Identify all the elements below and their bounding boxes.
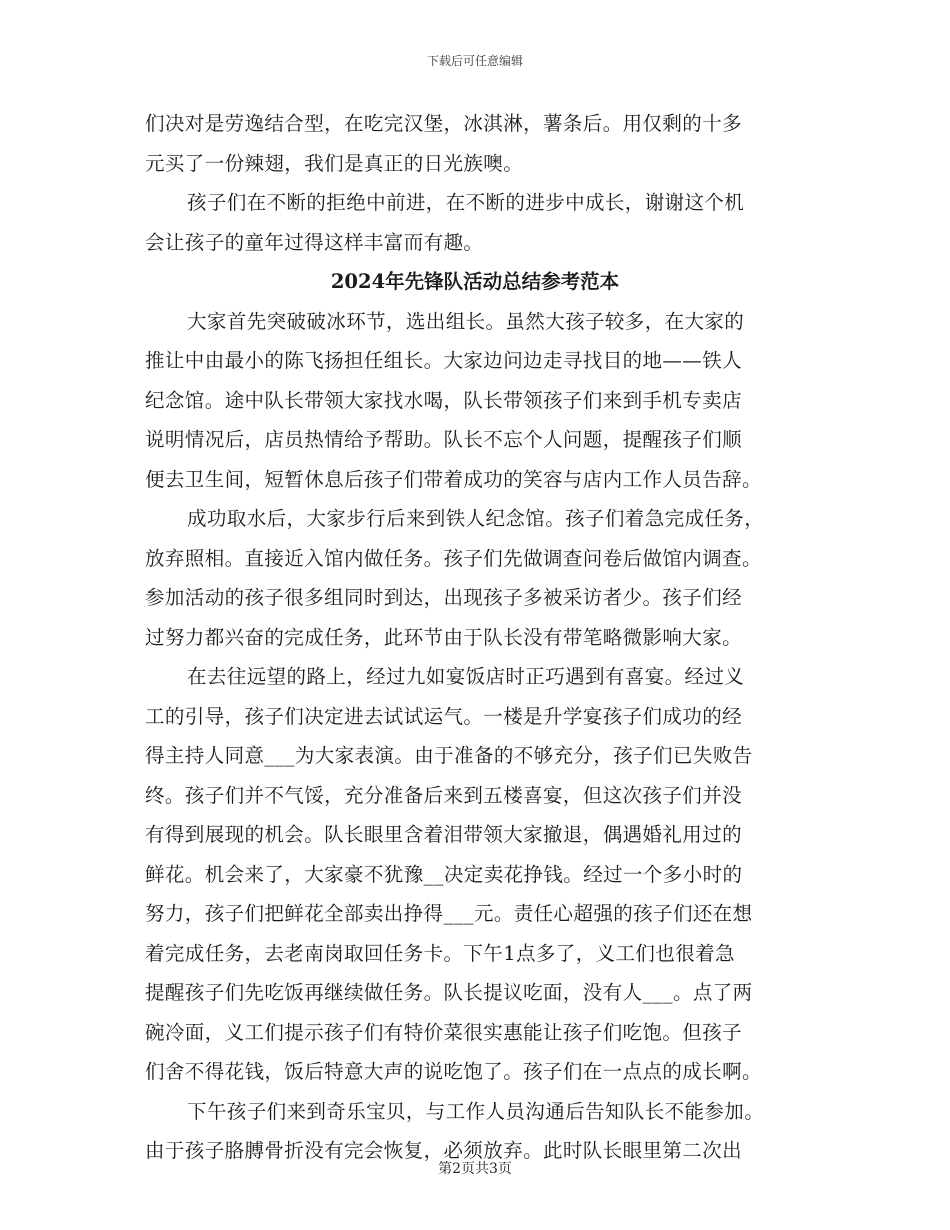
body-line: 们决对是劳逸结合型，在吃完汉堡，冰淇淋，薯条后。用仅剩的十多: [145, 112, 743, 135]
body-line: 提醒孩子们先吃饭再继续做任务。队长提议吃面，没有人___。点了两: [145, 981, 753, 1004]
body-line: 在去往远望的路上，经过九如宴饭店时正巧遇到有喜宴。经过义: [187, 665, 745, 688]
body-line: 碗冷面，义工们提示孩子们有特价菜很实惠能让孩子们吃饱。但孩子: [145, 1020, 743, 1044]
body-line: 着完成任务，去老南岗取回任务卡。下午1点多了，义工们也很着急: [145, 941, 735, 965]
body-line: 鲜花。机会来了，大家豪不犹豫__决定卖花挣钱。经过一个多小时的: [145, 862, 743, 886]
body-line: 终。孩子们并不气馁，充分准备后来到五楼喜宴，但这次孩子们并没: [145, 783, 743, 807]
page-number: 第2页共3页: [438, 1161, 512, 1177]
body-line: 工的引导，孩子们决定进去试试运气。一楼是升学宴孩子们成功的经: [145, 704, 743, 728]
body-line: 推让中由最小的陈飞扬担任组长。大家边问边走寻找目的地——铁人: [145, 349, 743, 372]
body-line: 们舍不得花钱，饭后特意大声的说吃饱了。孩子们在一点点的成长啊。: [145, 1060, 762, 1083]
section-title: 2024年先锋队活动总结参考范本: [330, 270, 620, 293]
body-line: 大家首先突破破冰环节，选出组长。虽然大孩子较多，在大家的: [187, 309, 745, 333]
body-line: 成功取水后，大家步行后来到铁人纪念馆。孩子们着急完成任务，: [187, 507, 765, 530]
body-line: 过努力都兴奋的完成任务，此环节由于队长没有带笔略微影响大家。: [145, 625, 743, 649]
body-line: 元买了一份辣翅，我们是真正的日光族噢。: [145, 151, 524, 175]
body-line: 便去卫生间，短暂休息后孩子们带着成功的笑容与店内工作人员告辞。: [145, 467, 762, 491]
body-line: 由于孩子胳膊骨折没有完会恢复，必须放弃。此时队长眼里第二次出: [145, 1139, 743, 1162]
document-body: [145, 104, 805, 1171]
body-line: 参加活动的孩子很多组同时到达，出现孩子多被采访者少。孩子们经: [145, 586, 743, 609]
body-line: 纪念馆。途中队长带领大家找水喝，队长带领孩子们来到手机专卖店: [145, 388, 743, 412]
body-line: 孩子们在不断的拒绝中前进，在不断的进步中成长，谢谢这个机: [187, 191, 745, 214]
page-header: 下载后可任意编辑: [426, 54, 523, 68]
body-line: 说明情况后，店员热情给予帮助。队长不忘个人问题，提醒孩子们顺: [145, 428, 743, 451]
body-line: 有得到展现的机会。队长眼里含着泪带领大家撤退，偶遇婚礼用过的: [145, 823, 743, 846]
body-line: 会让孩子的童年过得这样丰富而有趣。: [145, 230, 484, 254]
body-line: 放弃照相。直接近入馆内做任务。孩子们先做调查问卷后做馆内调查。: [145, 546, 762, 570]
body-line: 得主持人同意___为大家表演。由于准备的不够充分，孩子们已失败告: [145, 744, 753, 767]
body-line: 下午孩子们来到奇乐宝贝，与工作人员沟通后告知队长不能参加。: [187, 1099, 765, 1123]
body-line: 努力，孩子们把鲜花全部卖出挣得___元。责任心超强的孩子们还在想: [145, 902, 753, 925]
